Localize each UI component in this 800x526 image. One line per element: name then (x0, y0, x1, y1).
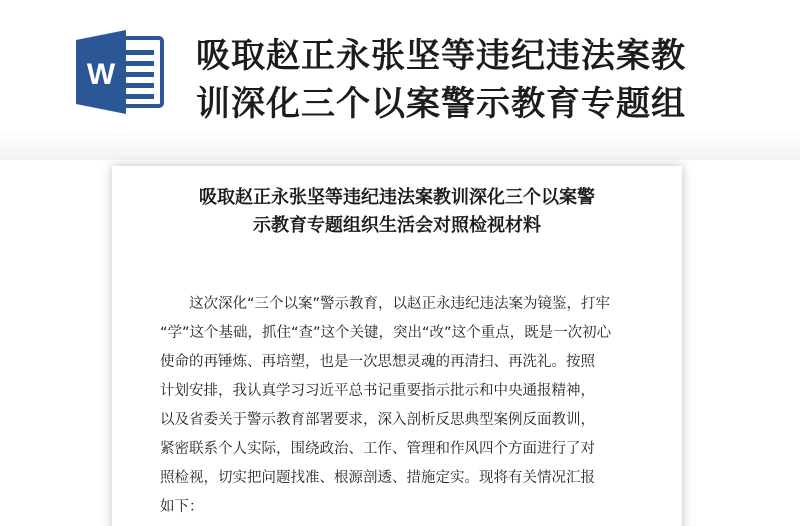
document-body (160, 290, 640, 522)
word-icon (74, 30, 166, 114)
document-title (112, 184, 682, 240)
body-line: 计划安排，我认真学习习近平总书记重要指示批示和中央通报精神， (160, 383, 595, 399)
document-page (112, 166, 682, 526)
body-line: 使命的再锤炼、再培塑，也是一次思想灵魂的再清扫、再洗礼。按照 (160, 354, 595, 370)
body-line: 这次深化“三个以案”警示教育，以赵正永违纪违法案为镜鉴，打牢 (189, 296, 611, 312)
body-line: 如下： (160, 499, 204, 515)
document-title-line: 吸取赵正永张坚等违纪违法案教训深化三个以案警 (199, 187, 595, 208)
body-line: 照检视，切实把问题找准、根源剖透、措施定实。现将有关情况汇报 (160, 470, 595, 486)
banner-header (0, 0, 800, 160)
document-title-line: 示教育专题组织生活会对照检视材料 (253, 215, 541, 236)
body-line: 以及省委关于警示教育部署要求，深入剖析反思典型案例反面教训， (160, 412, 595, 428)
body-line: 紧密联系个人实际，围绕政治、工作、管理和作风四个方面进行了对 (160, 441, 595, 457)
banner-title-line: 吸取赵正永张坚等违纪违法案教 (196, 36, 686, 76)
body-line: “学”这个基础，抓住“查”这个关键，突出“改”这个重点，既是一次初心 (160, 325, 612, 341)
word-logo-letter: W (86, 58, 116, 91)
banner-title (196, 32, 756, 128)
banner-title-line: 训深化三个以案警示教育专题组 (196, 84, 686, 124)
